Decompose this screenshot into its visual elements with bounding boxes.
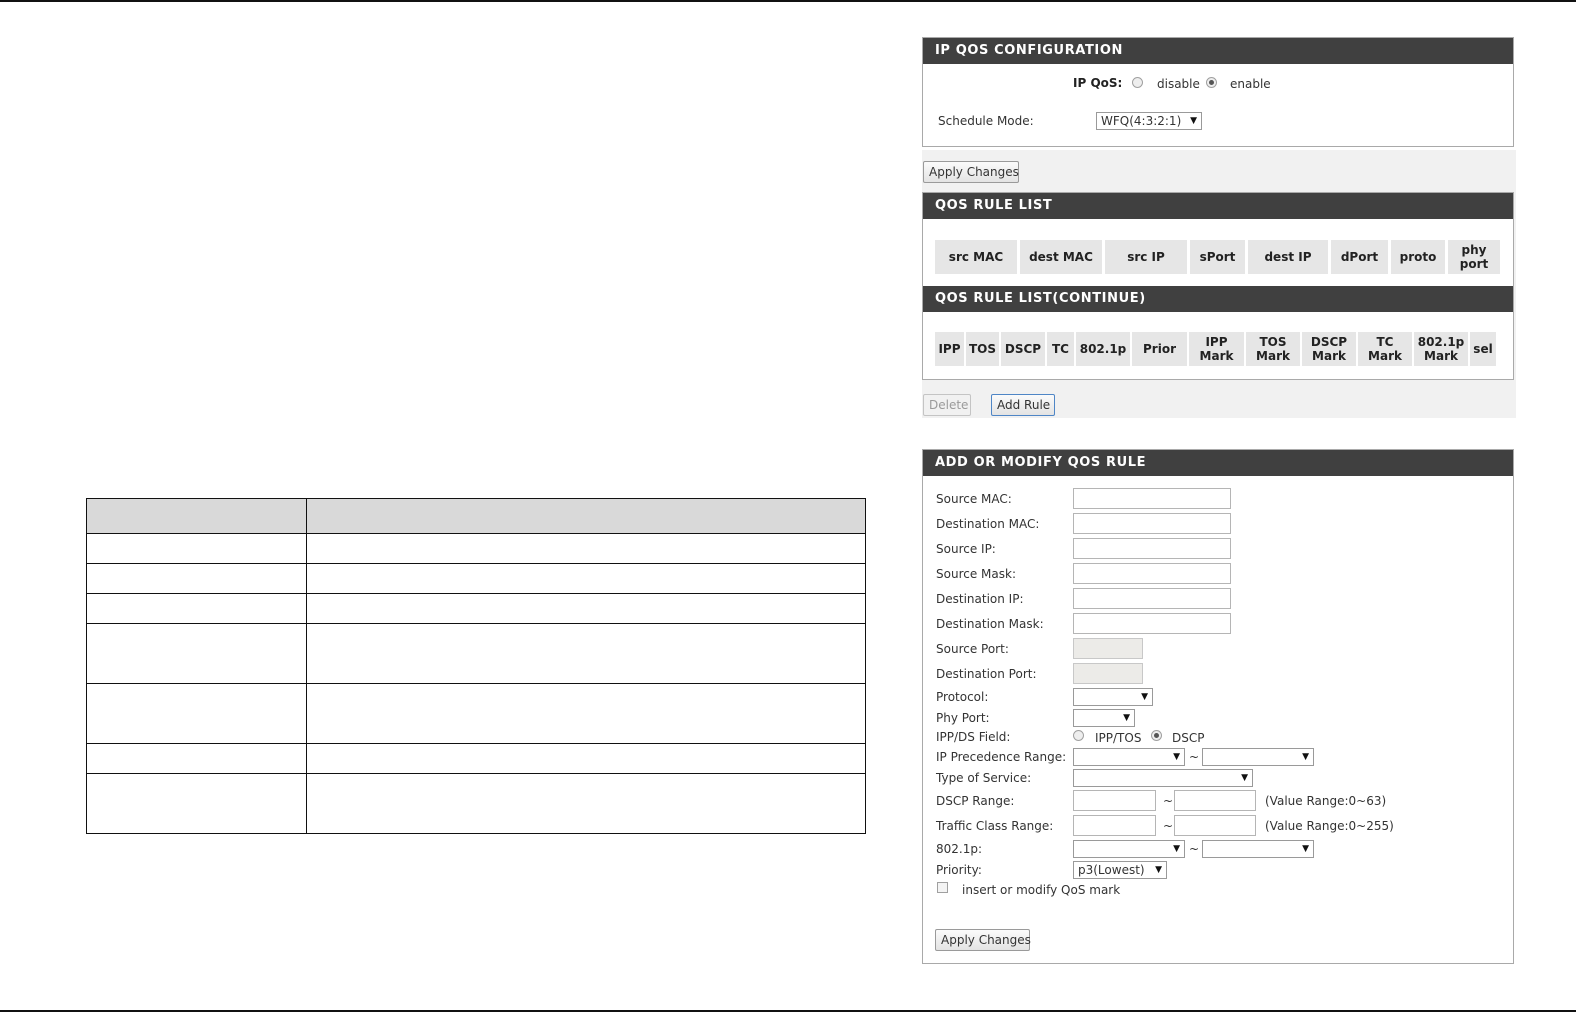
- source-port-label: Source Port:: [936, 642, 1009, 656]
- phy-port-label: Phy Port:: [936, 711, 990, 725]
- column-header: dPort: [1331, 240, 1388, 274]
- dscp-range-label: DSCP Range:: [936, 794, 1015, 808]
- phy-port-select[interactable]: [1073, 709, 1135, 727]
- column-header: IPP: [935, 332, 964, 366]
- column-header: 802.1p Mark: [1414, 332, 1468, 366]
- dot1p-to-select[interactable]: [1202, 840, 1314, 858]
- column-header: Prior: [1132, 332, 1187, 366]
- range-tilde: ~: [1163, 794, 1174, 808]
- column-header: DSCP: [1001, 332, 1045, 366]
- table-row: [87, 624, 866, 684]
- destination-ip-label: Destination IP:: [936, 592, 1024, 606]
- column-header: dest MAC: [1020, 240, 1102, 274]
- traffic-class-range-label: Traffic Class Range:: [936, 819, 1054, 833]
- column-header: TC: [1047, 332, 1074, 366]
- source-mask-label: Source Mask:: [936, 567, 1016, 581]
- range-tilde: ~: [1163, 819, 1174, 833]
- column-header: TOS: [966, 332, 999, 366]
- traffic-class-from-input[interactable]: [1073, 815, 1156, 836]
- priority-label: Priority:: [936, 863, 982, 877]
- table-row: [87, 594, 866, 624]
- enable-radio[interactable]: [1206, 77, 1217, 88]
- traffic-class-range-hint: (Value Range:0~255): [1265, 819, 1394, 833]
- column-header: 802.1p: [1076, 332, 1130, 366]
- chevron-down-icon: ▼: [1173, 752, 1180, 762]
- rule-list-header: [935, 240, 1500, 274]
- chevron-down-icon: ▼: [1190, 116, 1197, 126]
- reference-table: [86, 498, 866, 834]
- qos-mark-label: insert or modify QoS mark: [962, 883, 1121, 897]
- schedule-mode-select[interactable]: [1096, 112, 1202, 130]
- destination-port-label: Destination Port:: [936, 667, 1037, 681]
- column-header: sPort: [1190, 240, 1245, 274]
- ip-qos-config-panel: [922, 37, 1514, 147]
- chevron-down-icon: ▼: [1173, 844, 1180, 854]
- dscp-radio[interactable]: [1151, 730, 1162, 741]
- traffic-class-to-input[interactable]: [1174, 815, 1256, 836]
- column-header: DSCP Mark: [1302, 332, 1356, 366]
- schedule-mode-label: Schedule Mode:: [938, 114, 1034, 128]
- disable-label: disable: [1157, 77, 1200, 91]
- source-port-input[interactable]: [1073, 638, 1143, 659]
- range-tilde: ~: [1189, 842, 1200, 856]
- column-header: TC Mark: [1358, 332, 1412, 366]
- ipp-tos-radio[interactable]: [1073, 730, 1084, 741]
- column-header: dest IP: [1248, 240, 1328, 274]
- apply-changes-rule-button[interactable]: Apply Changes: [935, 929, 1030, 951]
- destination-ip-input[interactable]: [1073, 588, 1231, 609]
- destination-mask-label: Destination Mask:: [936, 617, 1044, 631]
- add-rule-button[interactable]: Add Rule: [991, 394, 1055, 416]
- chevron-down-icon: ▼: [1123, 713, 1130, 723]
- apply-changes-button[interactable]: Apply Changes: [923, 161, 1019, 183]
- column-header: sel: [1470, 332, 1496, 366]
- column-header: TOS Mark: [1246, 332, 1300, 366]
- table-row: [87, 774, 866, 834]
- column-header: phy port: [1448, 240, 1500, 274]
- source-mac-input[interactable]: [1073, 488, 1231, 509]
- table-row: [87, 564, 866, 594]
- top-rule: [0, 0, 1576, 2]
- dscp-range-to-input[interactable]: [1174, 790, 1256, 811]
- panel-title: QOS RULE LIST: [923, 193, 1513, 219]
- enable-label: enable: [1230, 77, 1271, 91]
- dscp-range-hint: (Value Range:0~63): [1265, 794, 1387, 808]
- dscp-range-from-input[interactable]: [1073, 790, 1156, 811]
- table-row: [87, 744, 866, 774]
- ip-precedence-range-label: IP Precedence Range:: [936, 750, 1067, 764]
- chevron-down-icon: ▼: [1302, 752, 1309, 762]
- chevron-down-icon: ▼: [1302, 844, 1309, 854]
- column-header: src IP: [1105, 240, 1187, 274]
- rule-list-continue-header: [935, 332, 1496, 366]
- source-ip-label: Source IP:: [936, 542, 996, 556]
- destination-port-input[interactable]: [1073, 663, 1143, 684]
- destination-mac-label: Destination MAC:: [936, 517, 1040, 531]
- type-of-service-label: Type of Service:: [936, 771, 1032, 785]
- protocol-label: Protocol:: [936, 690, 989, 704]
- destination-mask-input[interactable]: [1073, 613, 1231, 634]
- column-header: proto: [1391, 240, 1445, 274]
- priority-value: p3(Lowest): [1078, 863, 1145, 877]
- column-header: IPP Mark: [1189, 332, 1244, 366]
- schedule-mode-value: WFQ(4:3:2:1): [1101, 114, 1182, 128]
- dot1p-from-select[interactable]: [1073, 840, 1185, 858]
- table-row: [87, 684, 866, 744]
- panel-title: ADD OR MODIFY QOS RULE: [923, 450, 1513, 476]
- source-ip-input[interactable]: [1073, 538, 1231, 559]
- source-mask-input[interactable]: [1073, 563, 1231, 584]
- type-of-service-select[interactable]: [1073, 769, 1253, 787]
- panel-title: IP QOS CONFIGURATION: [923, 38, 1513, 64]
- panel-title-continue: QOS RULE LIST(CONTINUE): [923, 286, 1513, 312]
- table-row: [87, 534, 866, 564]
- source-mac-label: Source MAC:: [936, 492, 1012, 506]
- bottom-rule: [0, 1010, 1576, 1012]
- column-header: src MAC: [935, 240, 1017, 274]
- disable-radio[interactable]: [1132, 77, 1143, 88]
- ipp-ds-field-label: IPP/DS Field:: [936, 730, 1011, 744]
- destination-mac-input[interactable]: [1073, 513, 1231, 534]
- ip-precedence-to-select[interactable]: [1202, 748, 1314, 766]
- dot1p-label: 802.1p:: [936, 842, 983, 856]
- ipp-tos-label: IPP/TOS: [1095, 731, 1142, 745]
- chevron-down-icon: ▼: [1155, 865, 1162, 875]
- priority-select[interactable]: [1073, 861, 1167, 879]
- chevron-down-icon: ▼: [1141, 692, 1148, 702]
- dscp-label: DSCP: [1172, 731, 1205, 745]
- delete-button[interactable]: Delete: [923, 394, 971, 416]
- protocol-select[interactable]: [1073, 688, 1153, 706]
- chevron-down-icon: ▼: [1241, 773, 1248, 783]
- range-tilde: ~: [1189, 750, 1200, 764]
- ip-qos-label: IP QoS:: [1073, 76, 1123, 90]
- ip-precedence-from-select[interactable]: [1073, 748, 1185, 766]
- qos-mark-checkbox[interactable]: [937, 882, 948, 893]
- table-header-row: [87, 499, 866, 534]
